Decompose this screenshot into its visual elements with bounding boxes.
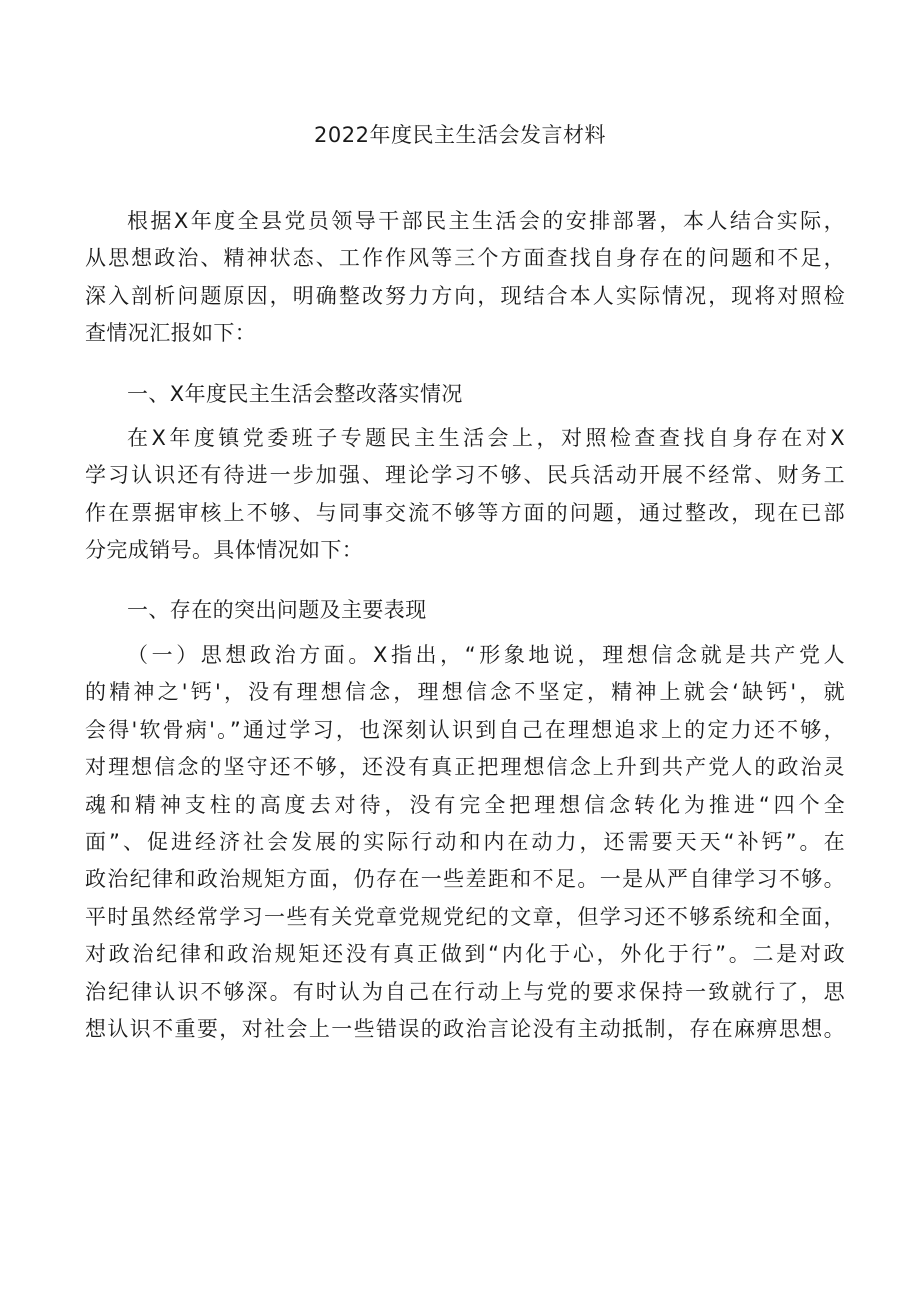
section1-paragraph: [85, 420, 845, 570]
section2-line: 治纪律认识不够深。有时认为自己在行动上与党的要求保持一致就行了，思: [85, 979, 845, 1004]
section1-line: 在X年度镇党委班子专题民主生活会上，对照检查查找自身存在对X: [127, 426, 845, 450]
section2-line: 想认识不重要，对社会上一些错误的政治言论没有主动抵制，存在麻痹思想。: [85, 1017, 845, 1042]
section1-line: 学习认识还有待进一步加强、理论学习不够、民兵活动开展不经常、财务工: [85, 463, 845, 488]
section2-line: 魂和精神支柱的高度去对待，没有完全把理想信念转化为推进“四个全: [85, 792, 845, 817]
intro-line: 查情况汇报如下：: [85, 321, 257, 346]
section2-line: 对政治纪律和政治规矩还没有真正做到“内化于心，外化于行”。二是对政: [85, 942, 845, 967]
section1-line: 分完成销号。具体情况如下：: [85, 538, 364, 563]
section1-line: 作在票据审核上不够、与同事交流不够等方面的问题，通过整改，现在已部: [85, 500, 845, 525]
section-heading-1: 一、X年度民主生活会整改落实情况: [127, 382, 463, 406]
section2-line: （一）思想政治方面。X指出，“形象地说，理想信念就是共产党人: [127, 643, 845, 667]
section2-line: 的精神之'钙'，没有理想信念，理想信念不坚定，精神上就会‘缺钙'，就: [85, 680, 845, 705]
document-title: 2022年度民主生活会发言材料: [314, 123, 606, 147]
intro-line: 深入剖析问题原因，明确整改努力方向，现结合本人实际情况，现将对照检: [85, 283, 845, 308]
section2-paragraph: [85, 637, 845, 1048]
intro-paragraph: [85, 203, 845, 353]
section-heading-2: 一、存在的突出问题及主要表现: [127, 598, 427, 622]
section-heading: [85, 376, 845, 413]
section2-line: 面”、促进经济社会发展的实际行动和内在动力，还需要天天“补钙”。在: [85, 830, 845, 855]
intro-line: 从思想政治、精神状态、工作作风等三个方面查找自身存在的问题和不足，: [85, 246, 845, 271]
section-heading: [85, 592, 845, 629]
section2-line: 平时虽然经常学习一些有关党章党规党纪的文章，但学习还不够系统和全面，: [85, 904, 845, 929]
section2-line: 政治纪律和政治规矩方面，仍存在一些差距和不足。一是从严自律学习不够。: [85, 867, 845, 892]
intro-line: 根据X年度全县党员领导干部民主生活会的安排部署，本人结合实际，: [127, 209, 845, 233]
section2-line: 会得'软骨病'。”通过学习，也深刻认识到自己在理想追求上的定力还不够，: [85, 717, 845, 742]
section2-line: 对理想信念的坚守还不够，还没有真正把理想信念上升到共产党人的政治灵: [85, 755, 845, 780]
